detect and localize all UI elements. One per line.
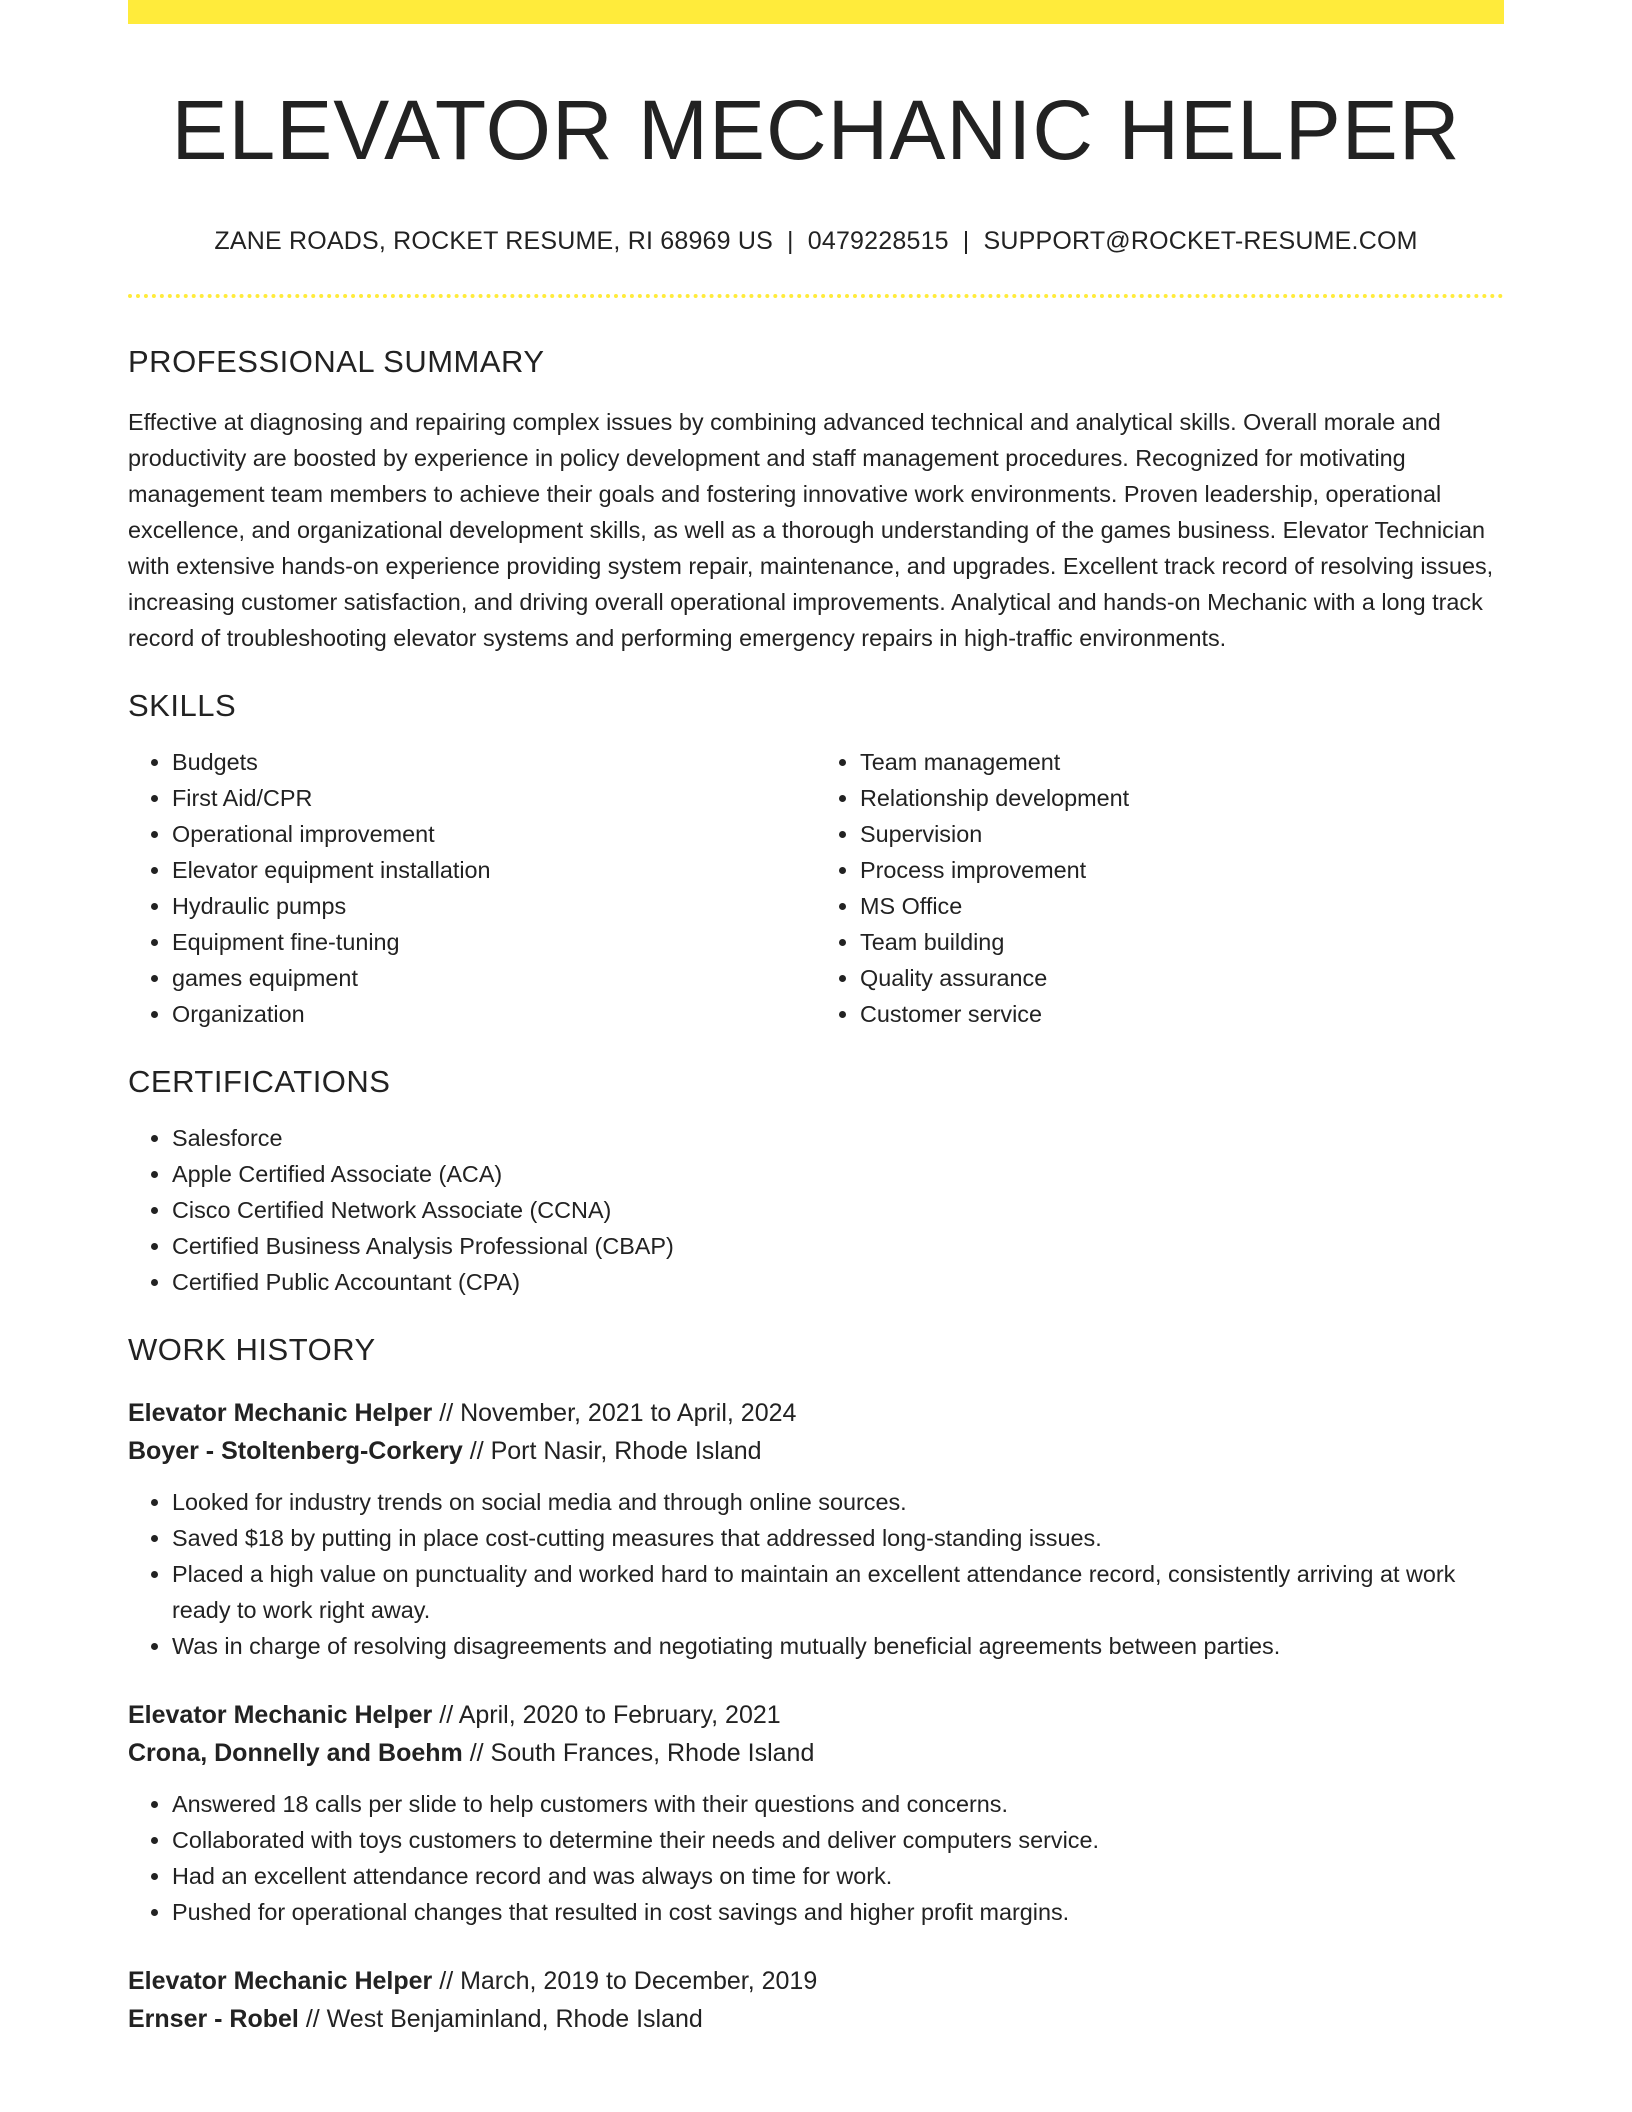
dotted-divider: [128, 294, 1504, 298]
job-bullet: • Collaborated with toys customers to determine their needs and deliver computers service.: [172, 1822, 1504, 1858]
job-role: Elevator Mechanic Helper: [128, 1966, 433, 1995]
job-role-line: [128, 1962, 1504, 2000]
certification-item: • Cisco Certified Network Associate (CCNA): [172, 1192, 1504, 1228]
job-role: Elevator Mechanic Helper: [128, 1398, 433, 1427]
skill-item: • Quality assurance: [860, 960, 1504, 996]
skills-title: SKILLS: [128, 687, 237, 723]
job-bullet: • Saved $18 by putting in place cost-cutting measures that addressed long-standing issues.: [172, 1520, 1504, 1556]
summary-section: [128, 344, 1504, 656]
certification-item: • Certified Business Analysis Professional (CBAP): [172, 1228, 1504, 1264]
job-company: Crona, Donnelly and Boehm: [128, 1738, 463, 1767]
contact-phone: 0479228515: [807, 226, 949, 255]
skills-grid: [128, 744, 1504, 1032]
skill-item: • Team building: [860, 924, 1504, 960]
certifications-title: CERTIFICATIONS: [128, 1063, 391, 1099]
skill-item: • Organization: [172, 996, 816, 1032]
job-bullet: • Was in charge of resolving disagreements and negotiating mutually beneficial agreements between parties.: [172, 1628, 1504, 1664]
skill-item: • Team management: [860, 744, 1504, 780]
job-role-line: [128, 1394, 1504, 1432]
job-dates: // April, 2020 to February, 2021: [432, 1700, 781, 1729]
contact-address: ZANE ROADS, ROCKET RESUME, RI 68969 US: [214, 226, 774, 255]
job-entry: [128, 1394, 1504, 1664]
skill-item: • Elevator equipment installation: [172, 852, 816, 888]
skill-item: • games equipment: [172, 960, 816, 996]
contact-line: [128, 227, 1504, 256]
certification-item: • Certified Public Accountant (CPA): [172, 1264, 1504, 1300]
job-bullet: • Placed a high value on punctuality and worked hard to maintain an excellent attendance record, consistently arriving at work ready to work right away.: [172, 1556, 1504, 1628]
job-dates: // November, 2021 to April, 2024: [432, 1398, 797, 1427]
skill-item: • Process improvement: [860, 852, 1504, 888]
summary-title: PROFESSIONAL SUMMARY: [128, 343, 545, 379]
job-location: // Port Nasir, Rhode Island: [462, 1436, 762, 1465]
work-history-title: WORK HISTORY: [128, 1331, 376, 1367]
certification-item: • Apple Certified Associate (ACA): [172, 1156, 1504, 1192]
candidate-name: ELEVATOR MECHANIC HELPER: [171, 83, 1461, 177]
job-bullet: • Had an excellent attendance record and was always on time for work.: [172, 1858, 1504, 1894]
job-entry: [128, 1962, 1504, 2038]
skill-item: • Hydraulic pumps: [172, 888, 816, 924]
job-company: Boyer - Stoltenberg-Corkery: [128, 1436, 463, 1465]
contact-separator: |: [962, 226, 970, 255]
job-dates: // March, 2019 to December, 2019: [432, 1966, 818, 1995]
certification-item: • Salesforce: [172, 1120, 1504, 1156]
skill-item: • Budgets: [172, 744, 816, 780]
skill-item: • Customer service: [860, 996, 1504, 1032]
skill-item: • Relationship development: [860, 780, 1504, 816]
job-bullet: • Answered 18 calls per slide to help customers with their questions and concerns.: [172, 1786, 1504, 1822]
job-company-line: [128, 2000, 1504, 2038]
work-history-section: [128, 1332, 1504, 2038]
certifications-section: [128, 1064, 1504, 1300]
skill-item: • First Aid/CPR: [172, 780, 816, 816]
job-company-line: [128, 1432, 1504, 1470]
skill-item: • Equipment fine-tuning: [172, 924, 816, 960]
certifications-list: [128, 1120, 1504, 1300]
job-location: // South Frances, Rhode Island: [462, 1738, 815, 1767]
resume-page: [128, 0, 1504, 2038]
job-company-line: [128, 1734, 1504, 1772]
skill-item: • Operational improvement: [172, 816, 816, 852]
job-entry: [128, 1696, 1504, 1930]
job-role: Elevator Mechanic Helper: [128, 1700, 433, 1729]
job-company: Ernser - Robel: [128, 2004, 299, 2033]
job-bullets: [128, 1484, 1504, 1664]
accent-bar: [128, 0, 1504, 24]
job-bullet: • Looked for industry trends on social media and through online sources.: [172, 1484, 1504, 1520]
summary-text: Effective at diagnosing and repairing complex issues by combining advanced technical and analytical skills. Overall morale and productivity are boosted by experience in policy development and staff management procedures. Recognized for motivating management team members to achieve their goals and fostering innovative work environments. Proven leadership, operational excellence, and organizational development skills, as well as a thorough understanding of the games business. Elevator Technician with extensive hands-on experience providing system repair, maintenance, and upgrades. Excellent track record of resolving issues, increasing customer satisfaction, and driving overall operational improvements. Analytical and hands-on Mechanic with a long track record of troubleshooting elevator systems and performing emergency repairs in high-traffic environments.: [128, 408, 1494, 651]
job-bullet: • Pushed for operational changes that resulted in cost savings and higher profit margins.: [172, 1894, 1504, 1930]
skills-section: [128, 688, 1504, 1032]
skill-item: • Supervision: [860, 816, 1504, 852]
job-bullets: [128, 1786, 1504, 1930]
skill-item: • MS Office: [860, 888, 1504, 924]
contact-separator: |: [787, 226, 794, 255]
skills-list-right: [816, 744, 1504, 1032]
skills-list-left: [128, 744, 816, 1032]
contact-email: SUPPORT@ROCKET-RESUME.COM: [983, 226, 1418, 255]
job-role-line: [128, 1696, 1504, 1734]
job-location: // West Benjaminland, Rhode Island: [298, 2004, 703, 2033]
